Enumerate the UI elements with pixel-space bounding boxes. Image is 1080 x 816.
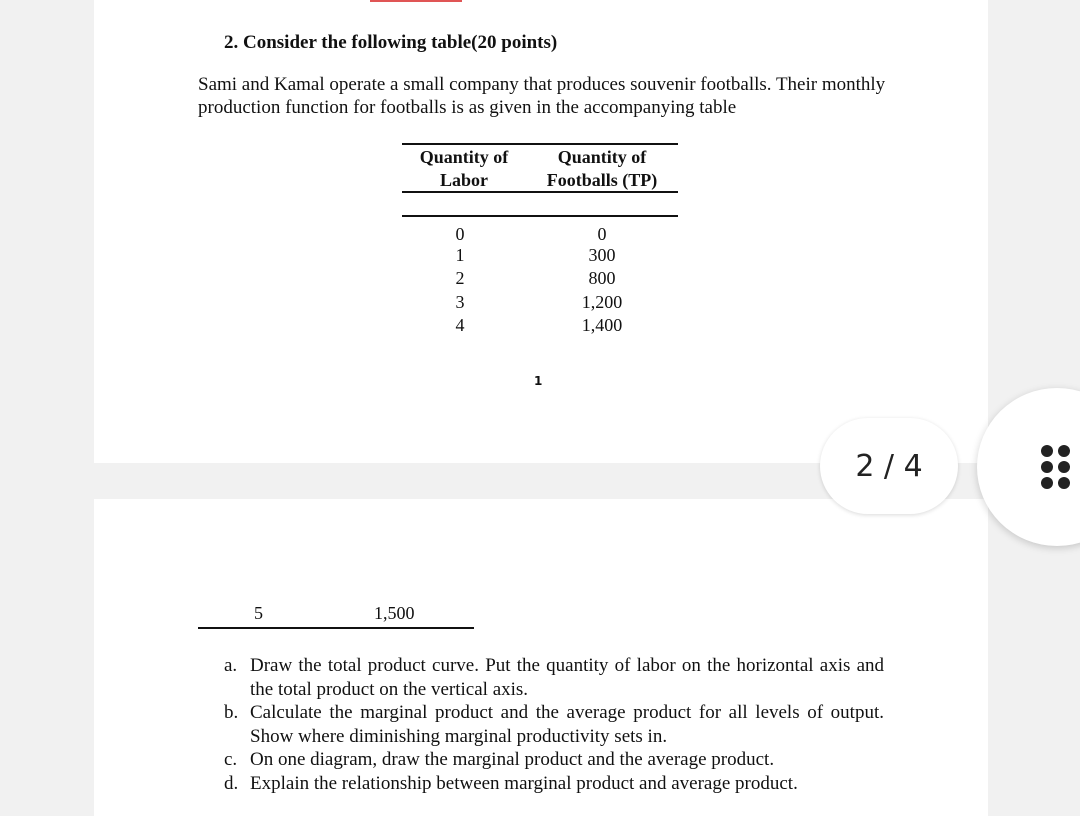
header-tp [532,146,672,192]
cell-labor-5: 5 [254,603,263,623]
list-item [224,654,884,701]
header-tp-line1: Quantity of [557,147,647,167]
table-bottom-rule [198,627,474,629]
item-label: d. [224,772,239,794]
question-list [224,654,884,795]
header-labor-line1: Quantity of [419,147,509,167]
header-tp-line2: Footballs (TP) [546,170,658,190]
list-item [224,748,884,772]
item-text: Explain the relationship between marginal product and average product. [250,772,798,794]
cell-tp-1: 300 [588,245,616,265]
document-page-1 [94,0,988,463]
cell-labor-1: 1 [455,245,465,265]
table-top-rule [402,143,678,145]
item-text: On one diagram, draw the marginal product and the average product. [250,749,775,770]
cell-tp-4: 1,400 [581,315,623,335]
page-footer-number: 1 [534,374,543,388]
cell-tp-0: 0 [597,224,607,244]
document-page-2 [94,499,988,816]
cell-tp-2: 800 [588,268,616,288]
item-label: c. [224,749,238,770]
question-title: 2. Consider the following table(20 points) [224,32,558,53]
list-item [224,701,884,748]
body-top-rule [402,215,678,217]
cell-labor-3: 3 [455,292,465,312]
question-intro: Sami and Kamal operate a small company that produces souvenir footballs. Their monthly production function for footballs is as given in the accompanying table [198,74,886,118]
item-label: b. [224,702,239,723]
cell-labor-4: 4 [455,315,465,335]
item-text: Calculate the marginal product and the average product for all levels of output. Show where diminishing marginal productivity sets in. [250,702,884,747]
item-text: Draw the total product curve. Put the quantity of labor on the horizontal axis and the total product on the vertical axis. [250,655,884,700]
cell-labor-0: 0 [455,224,465,244]
more-dots-icon[interactable] [1041,445,1071,489]
item-label: a. [224,655,238,676]
header-labor [404,146,524,192]
cell-tp-3: 1,200 [581,292,623,312]
cell-tp-5: 1,500 [374,603,415,623]
page-indicator[interactable]: 2 / 4 [820,418,958,514]
page-accent-line [370,0,462,2]
header-bottom-rule [402,191,678,193]
header-labor-line2: Labor [439,170,488,190]
list-item [224,772,884,796]
cell-labor-2: 2 [455,268,465,288]
